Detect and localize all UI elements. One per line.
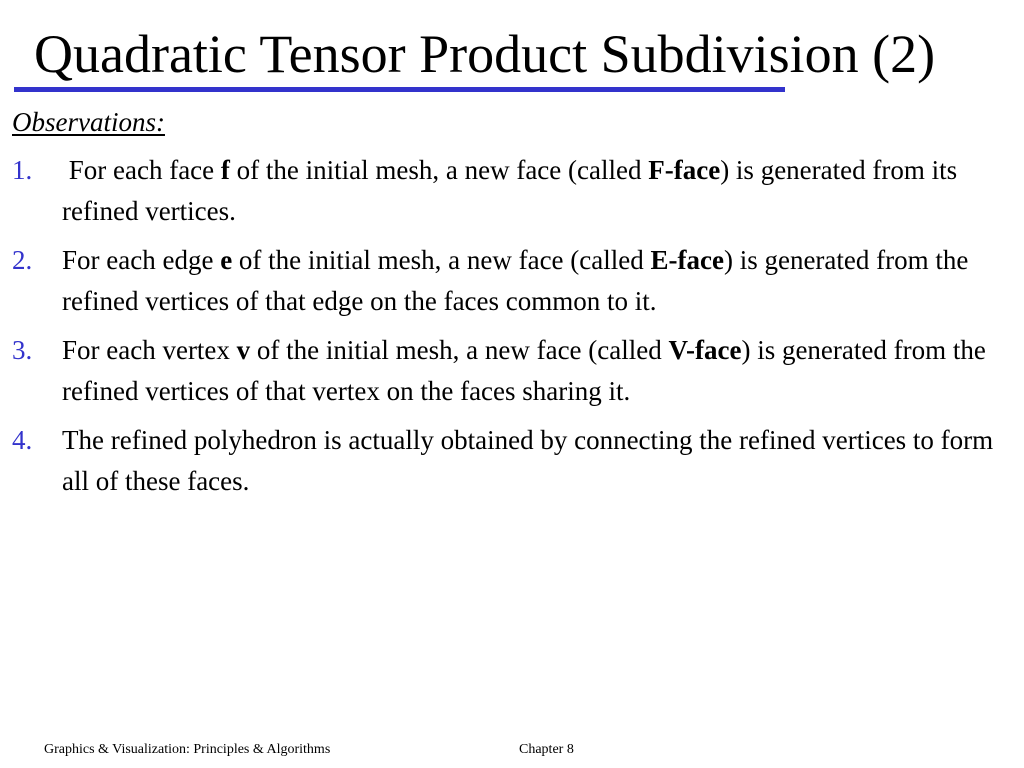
item-number: 2. <box>12 245 33 275</box>
item-text: The refined polyhedron is actually obtained by connecting the refined vertices to form all of these faces. <box>62 425 994 496</box>
item-text-middle: of the initial mesh, a new face (called <box>229 155 649 185</box>
list-item <box>12 150 1002 232</box>
item-face-name: F-face <box>648 155 721 185</box>
item-term: f <box>220 155 230 185</box>
item-text-lead: For each face <box>62 155 221 185</box>
footer-chapter: Chapter 8 <box>519 742 574 757</box>
item-text-rest: ) is generated from the refined vertices of that vertex on the faces sharing it. <box>62 335 986 406</box>
observations-list <box>12 150 1002 510</box>
item-number: 4. <box>12 425 33 455</box>
item-text-middle: of the initial mesh, a new face (called <box>250 335 669 365</box>
item-text-lead: For each edge <box>62 245 221 275</box>
footer-book-title: Graphics & Visualization: Principles & Algorithms <box>44 742 331 757</box>
item-term: v <box>236 335 251 365</box>
item-term: e <box>220 245 233 275</box>
title-underline-rule <box>14 87 785 92</box>
item-text-rest: ) is generated from its refined vertices. <box>62 155 958 226</box>
item-text-middle: of the initial mesh, a new face (called <box>232 245 651 275</box>
slide-title: Quadratic Tensor Product Subdivision (2) <box>34 24 936 84</box>
item-number: 1. <box>12 155 33 185</box>
list-item <box>12 330 1002 412</box>
item-number: 3. <box>12 335 33 365</box>
item-face-name: E-face <box>650 245 724 275</box>
item-text-rest: ) is generated from the refined vertices of that edge on the faces common to it. <box>62 245 969 316</box>
list-item <box>12 240 1002 322</box>
item-text-lead: For each vertex <box>62 335 237 365</box>
list-item <box>12 420 1002 502</box>
item-face-name: V-face <box>668 335 742 365</box>
observations-heading: Observations: <box>12 107 165 137</box>
